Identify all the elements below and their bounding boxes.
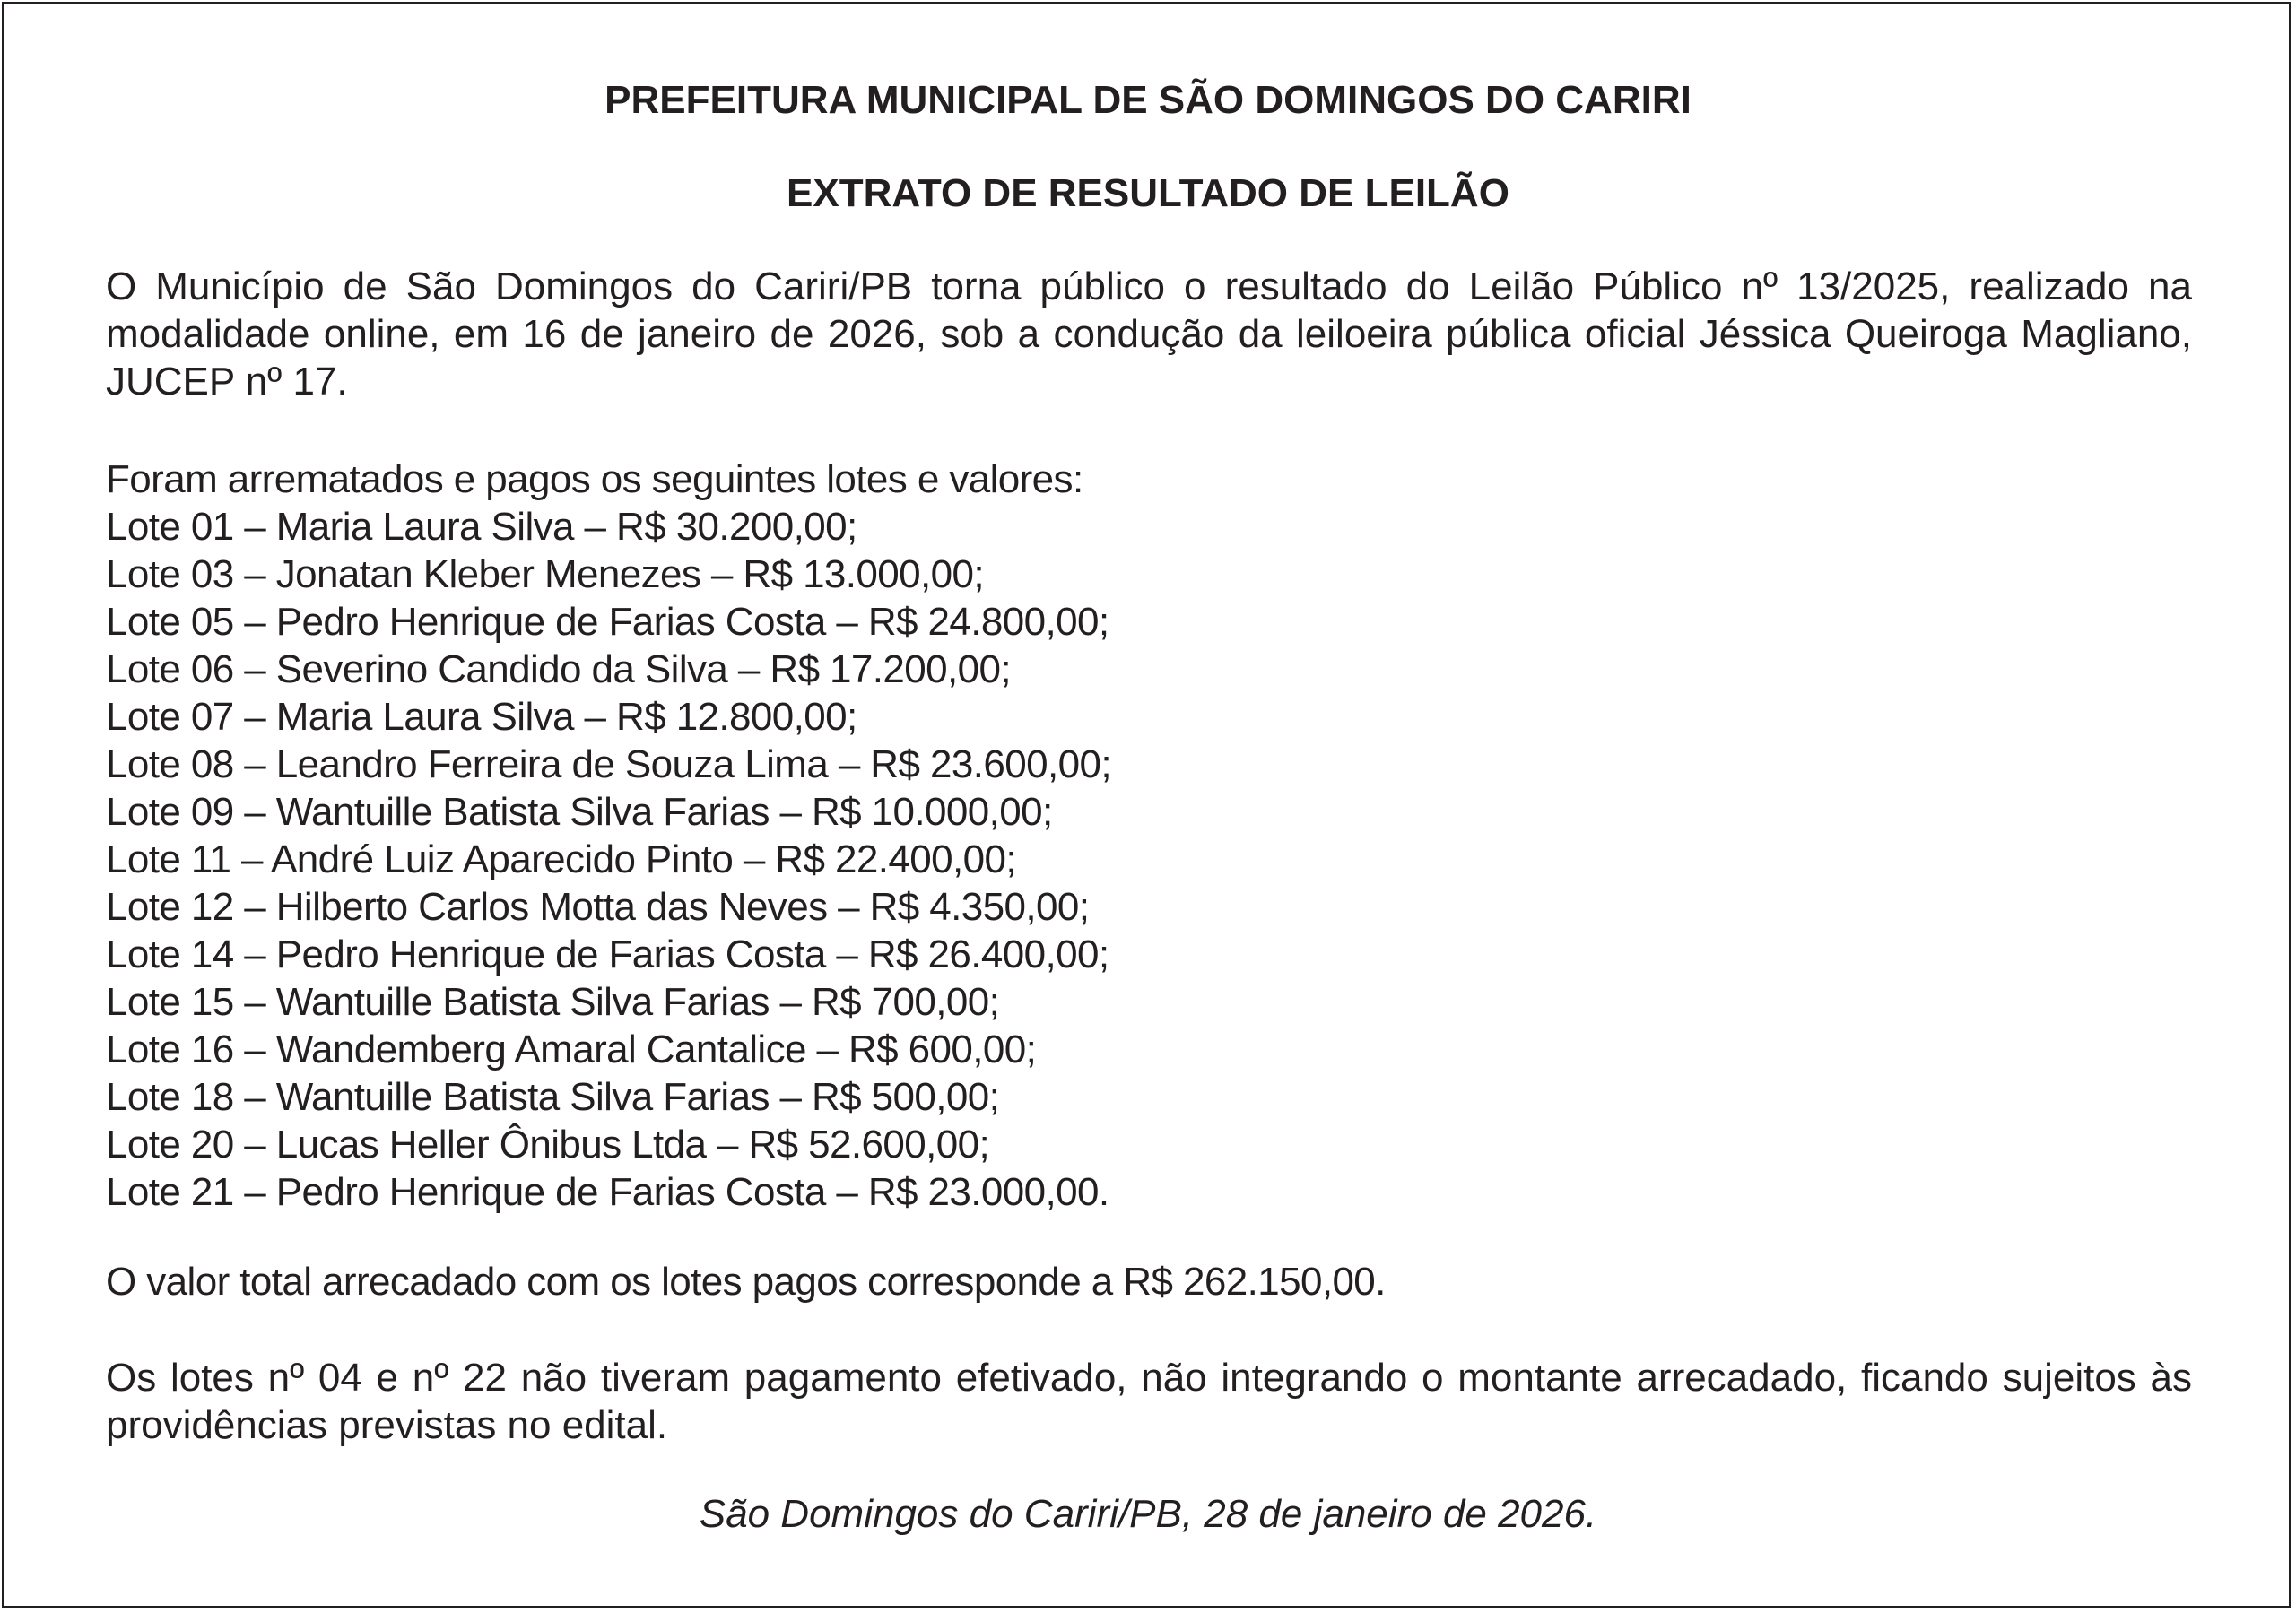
lot-item: Lote 20 – Lucas Heller Ônibus Ltda – R$ 52.600,00; — [106, 1123, 990, 1166]
intro-paragraph: O Município de São Domingos do Cariri/PB torna público o resultado do Leilão Público nº 13/2025, realizado na modalidade online, em 16 de janeiro de 2026, sob a condução da leiloeira pública oficial Jéssica Queiroga Magliano, JUCEP nº 17. — [106, 264, 2192, 403]
lot-item: Lote 05 – Pedro Henrique de Farias Costa – R$ 24.800,00; — [106, 600, 1109, 644]
lots-heading: Foram arrematados e pagos os seguintes lotes e valores: — [106, 457, 1083, 501]
lot-item: Lote 11 – André Luiz Aparecido Pinto – R$ 22.400,00; — [106, 837, 1016, 881]
lot-item: Lote 16 – Wandemberg Amaral Cantalice – R$ 600,00; — [106, 1028, 1037, 1071]
lot-item: Lote 08 – Leandro Ferreira de Souza Lima – R$ 23.600,00; — [106, 742, 1111, 786]
page-title: PREFEITURA MUNICIPAL DE SÃO DOMINGOS DO CARIRI — [604, 78, 1692, 122]
lots-section — [106, 455, 2192, 1216]
total-paragraph: O valor total arrecadado com os lotes pagos corresponde a R$ 262.150,00. — [106, 1260, 1386, 1304]
lot-item: Lote 14 – Pedro Henrique de Farias Costa – R$ 26.400,00; — [106, 932, 1109, 976]
lot-item: Lote 18 – Wantuille Batista Silva Farias – R$ 500,00; — [106, 1075, 1000, 1119]
lot-item: Lote 12 – Hilberto Carlos Motta das Neves – R$ 4.350,00; — [106, 885, 1090, 929]
lot-item: Lote 21 – Pedro Henrique de Farias Costa – R$ 23.000,00. — [106, 1170, 1109, 1214]
document-subtitle: EXTRATO DE RESULTADO DE LEILÃO — [787, 171, 1509, 215]
lot-item: Lote 01 – Maria Laura Silva – R$ 30.200,00; — [106, 505, 857, 549]
unpaid-lots-paragraph: Os lotes nº 04 e nº 22 não tiveram pagamento efetivado, não integrando o montante arrecadado, ficando sujeitos às providências previstas no edital. — [106, 1356, 2192, 1447]
lot-item: Lote 15 – Wantuille Batista Silva Farias – R$ 700,00; — [106, 980, 1000, 1024]
lot-item: Lote 03 – Jonatan Kleber Menezes – R$ 13.000,00; — [106, 552, 985, 596]
lot-item: Lote 07 – Maria Laura Silva – R$ 12.800,00; — [106, 695, 857, 739]
lot-item: Lote 09 – Wantuille Batista Silva Farias – R$ 10.000,00; — [106, 790, 1053, 834]
lot-item: Lote 06 – Severino Candido da Silva – R$ 17.200,00; — [106, 647, 1012, 691]
place-and-date: São Domingos do Cariri/PB, 28 de janeiro de 2026. — [699, 1492, 1597, 1536]
